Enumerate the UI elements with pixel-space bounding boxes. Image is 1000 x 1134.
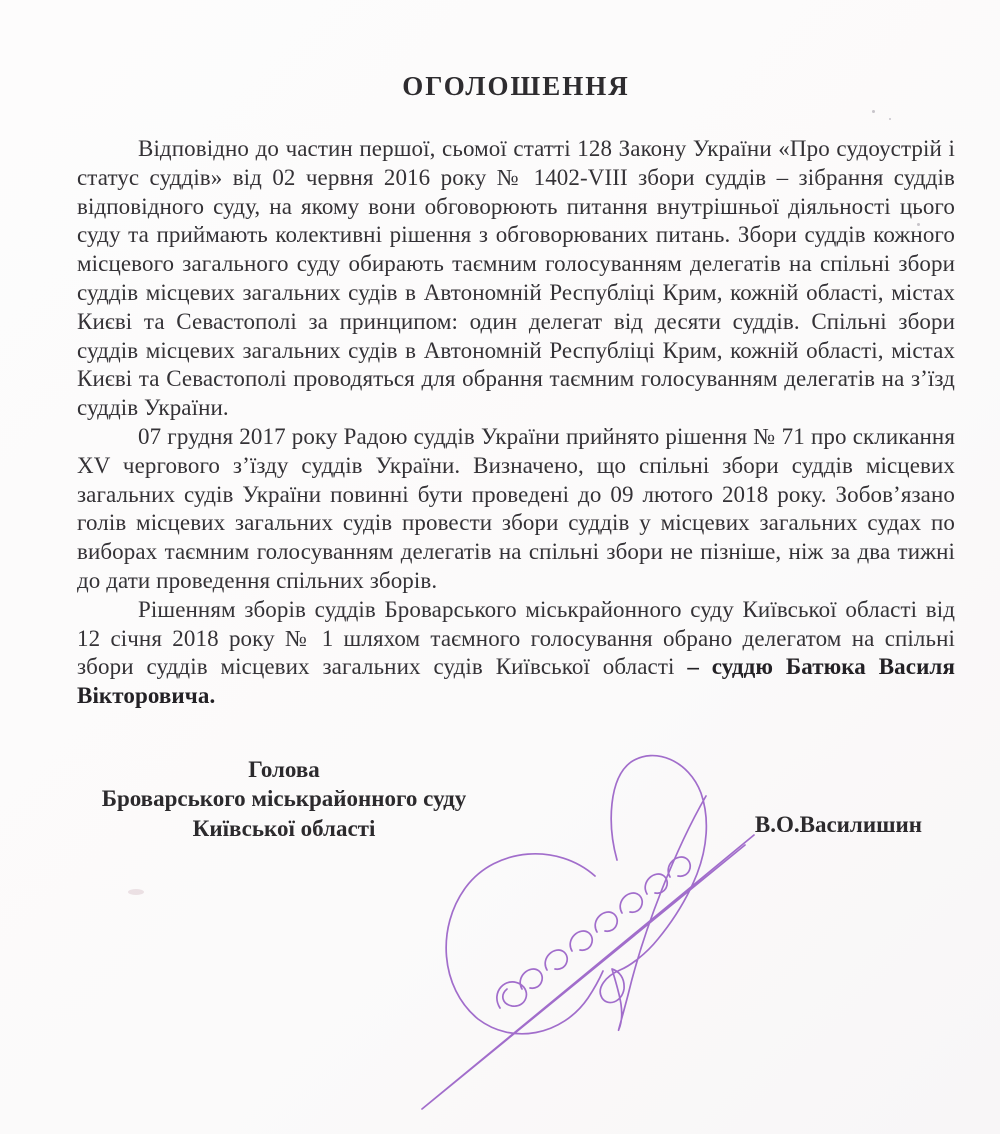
- page-content: [77, 0, 955, 875]
- signature-strokes: [422, 756, 754, 1109]
- body-paragraph-1: Відповідно до частин першої, сьомої статті 128 Закону України «Про судоустрій і статус суддів» від 02 червня 2016 року № 1402-VIII збори суддів – зібрання суддів відповідного суду, на якому вони обговорюють питання внутрішньої діяльності цього суду та приймають колективні рішення з обговорюваних питань. Збори суддів кожного місцевого загального суду обирають таємним голосуванням делегатів на спільні збори суддів місцевих загальних судів в Автономній Республіці Крим, кожній області, містах Києві та Севастополі за принципом: один делегат від десяти суддів. Спільні збори суддів місцевих загальних судів в Автономній Республіці Крим, кожній області, містах Києві та Севастополі проводяться для обрання таємним голосуванням делегатів на з’їзд суддів України.: [77, 136, 955, 421]
- scan-speck: [872, 110, 875, 113]
- signoff-position-line-1: Голова: [248, 756, 320, 782]
- body-paragraph-3-text: Рішенням зборів суддів Броварського міськрайонного суду Київської області від 12 січня 2018 року № 1 шляхом таємного голосування обрано делегатом на спільні збори суддів місцевих загальних судів Київської області: [77, 596, 955, 680]
- handwritten-signature-ink: [410, 748, 770, 1113]
- scan-smudge: [128, 889, 144, 895]
- signer-name: В.О.Василишин: [754, 811, 922, 837]
- document-body: [77, 135, 955, 711]
- signoff-position-line-3: Київської області: [192, 815, 376, 841]
- scan-speck: [889, 118, 891, 120]
- scan-speck: [917, 223, 920, 226]
- elected-judge-name: – суддю Батюка Василя Вікторовича.: [77, 654, 955, 709]
- body-paragraph-3: [77, 596, 955, 711]
- body-paragraph-2: 07 грудня 2017 року Радою суддів України прийнято рішення № 71 про скликання XV чергового з’їзду суддів України. Визначено, що спільні збори суддів місцевих загальних судів України повинні бути проведені до 09 лютого 2018 року. Зобов’язано голів місцевих загальних судів провести збори суддів у місцевих загальних судах по виборах таємним голосуванням делегатів на спільні збори не пізніше, ніж за два тижні до дати проведення спільних зборів.: [77, 423, 955, 593]
- signoff-position-line-2: Броварського міськрайонного суду: [101, 786, 467, 812]
- document-title: ОГОЛОШЕННЯ: [402, 71, 630, 101]
